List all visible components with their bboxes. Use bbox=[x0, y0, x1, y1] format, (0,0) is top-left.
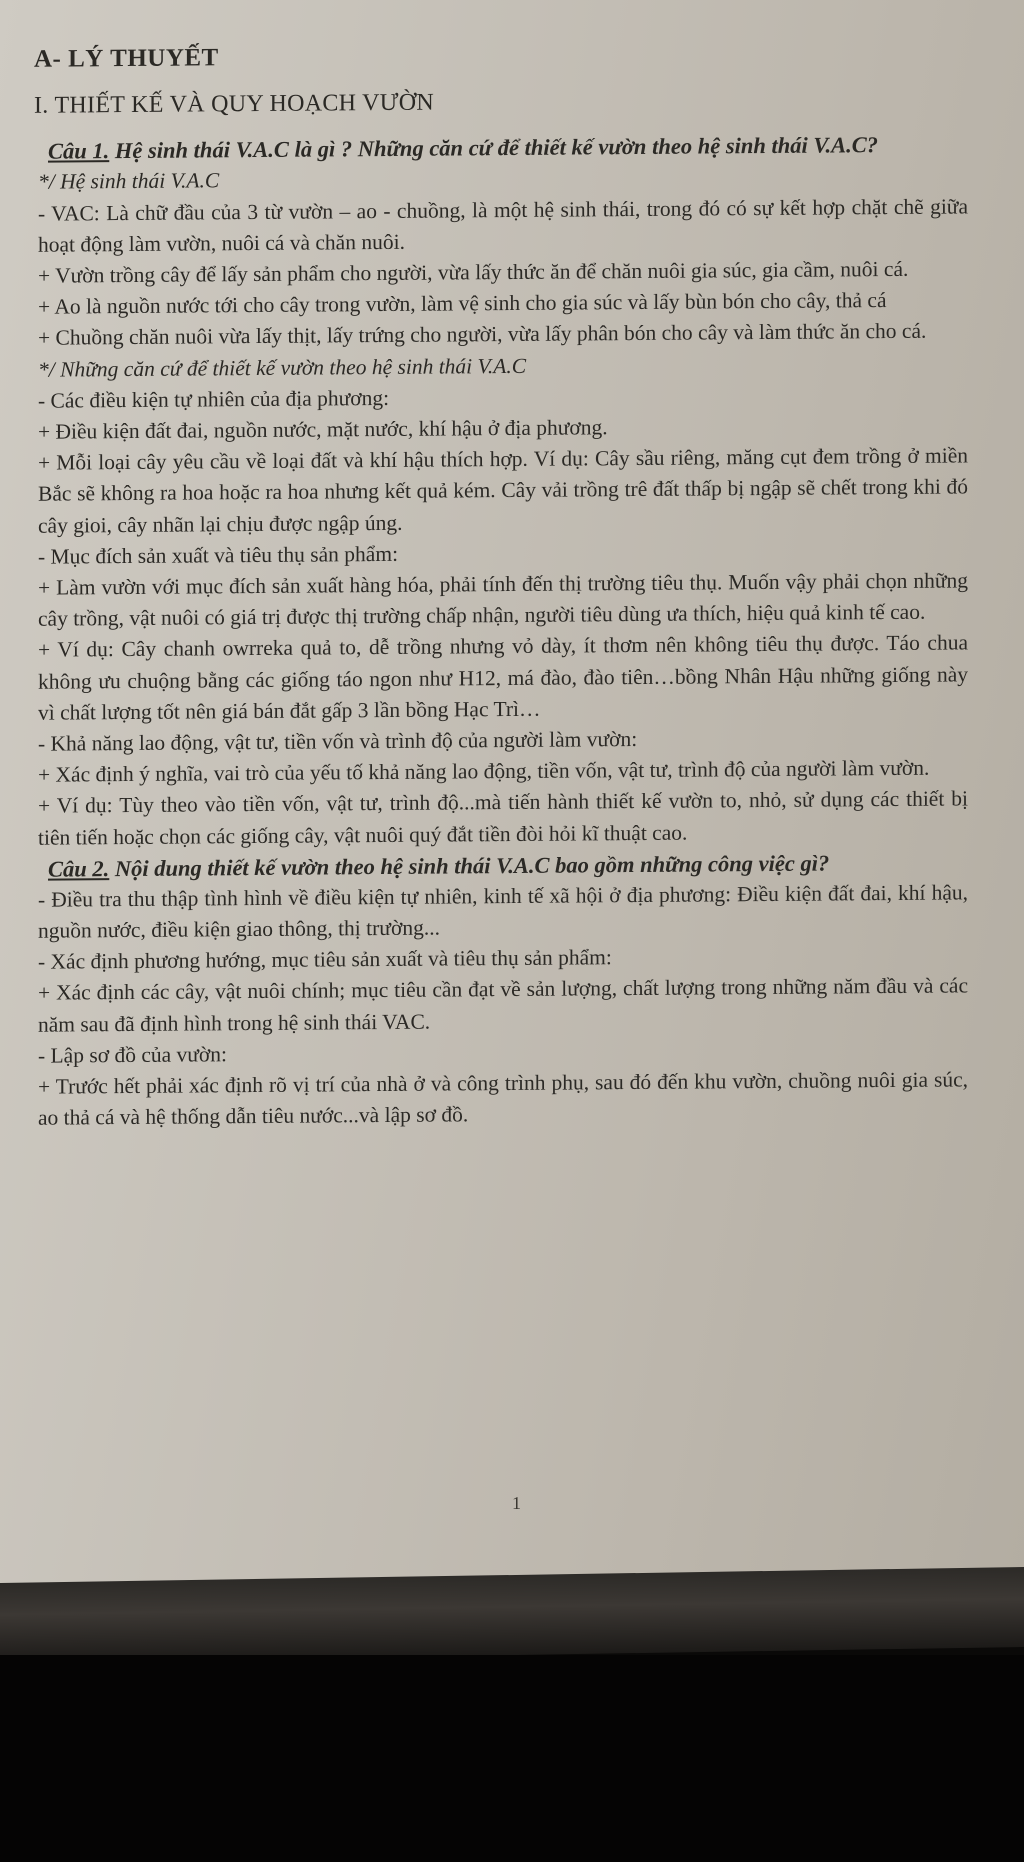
question-1-number: Câu 1. bbox=[48, 138, 110, 165]
subheading-1: */ Hệ sinh thái V.A.C bbox=[38, 168, 220, 195]
paragraph: + Điều kiện đất đai, nguồn nước, mặt nước, khí hậu ở địa phương. bbox=[38, 415, 608, 444]
document-body bbox=[34, 36, 968, 1134]
table-surface bbox=[0, 1567, 1024, 1663]
paragraph: - VAC: Là chữ đầu của 3 từ vườn – ao - chuồng, là một hệ sinh thái, trong đó có sự kết hợp chặt chẽ giữa hoạt động làm vườn, nuôi cá và chăn nuôi. bbox=[38, 194, 968, 257]
paragraph: - Điều tra thu thập tình hình về điều kiện tự nhiên, kinh tế xã hội ở địa phương: Điều kiện đất đai, khí hậu, nguồn nước, điều kiện giao thông, thị trường... bbox=[38, 880, 968, 943]
paragraph: + Ví dụ: Cây chanh owrreka quả to, dễ trồng nhưng vỏ dày, ít thơm nên không tiêu thụ được. Táo chua không ưu chuộng bằng các giống táo ngon như H12, má đào, đào tiên…bồng Nhân Hậu những giống này vì chất lượng tốt nên giá bán đắt gấp 3 lần bồng Hạc Trì… bbox=[38, 630, 968, 725]
question-1-title: Hệ sinh thái V.A.C là gì ? Những căn cứ để thiết kế vườn theo hệ sinh thái V.A.C? bbox=[109, 132, 878, 164]
paragraph: - Mục đích sản xuất và tiêu thụ sản phẩm: bbox=[38, 541, 399, 569]
paragraph: - Các điều kiện tự nhiên của địa phương: bbox=[38, 385, 390, 413]
paragraph: + Vườn trồng cây để lấy sản phẩm cho người, vừa lấy thức ăn để chăn nuôi gia súc, gia cầm, nuôi cá. bbox=[38, 256, 909, 288]
paragraph: + Mỗi loại cây yêu cầu về loại đất và khí hậu thích hợp. Ví dụ: Cây sầu riêng, măng cụt đem trồng ở miền Bắc sẽ không ra hoa hoặc ra hoa nhưng kết quả kém. Cây vải trồng trê đất thấp bị ngập sẽ chết trong khi đó cây gioi, cây nhãn lại chịu được ngập úng. bbox=[38, 443, 968, 538]
paragraph: + Ví dụ: Tùy theo vào tiền vốn, vật tư, trình độ...mà tiến hành thiết kế vườn to, nhỏ, sử dụng các thiết bị tiên tiến hoặc chọn các giống cây, vật nuôi quý đắt tiền đòi hỏi kĩ thuật cao. bbox=[38, 786, 968, 850]
paragraph: + Làm vườn với mục đích sản xuất hàng hóa, phải tính đến thị trường tiêu thụ. Muốn vậy phải chọn những cây trồng, vật nuôi có giá trị được thị trường chấp nhận, người tiêu dùng ưa thích, hiệu quả kinh tế cao. bbox=[38, 568, 968, 631]
paragraph: + Xác định ý nghĩa, vai trò của yếu tố khả năng lao động, tiền vốn, vật tư, trình độ của người làm vườn. bbox=[38, 755, 930, 787]
paragraph: + Xác định các cây, vật nuôi chính; mục tiêu cần đạt về sản lượng, chất lượng trong những năm đầu và các năm sau đã định hình trong hệ sinh thái VAC. bbox=[38, 973, 968, 1037]
paragraph: + Chuồng chăn nuôi vừa lấy thịt, lấy trứng cho người, vừa lấy phân bón cho cây và làm thức ăn cho cá. bbox=[38, 319, 927, 351]
paragraph: + Ao là nguồn nước tới cho cây trong vườn, làm vệ sinh cho gia súc và lấy bùn bón cho cây, thả cá bbox=[38, 288, 887, 319]
section-title: I. THIẾT KẾ VÀ QUY HOẠCH VƯỜN bbox=[34, 89, 434, 119]
paragraph: - Lập sơ đồ của vườn: bbox=[38, 1042, 228, 1068]
heading: A- LÝ THUYẾT bbox=[34, 44, 219, 73]
question-2-number: Câu 2. bbox=[48, 856, 110, 882]
paragraph: + Trước hết phải xác định rõ vị trí của nhà ở và công trình phụ, sau đó đến khu vườn, chuồng nuôi gia súc, ao thả cá và hệ thống dẫn tiêu nước...và lập sơ đồ. bbox=[38, 1067, 968, 1130]
dark-background bbox=[0, 1655, 1024, 1862]
paragraph: - Xác định phương hướng, mục tiêu sản xuất và tiêu thụ sản phẩm: bbox=[38, 945, 612, 974]
paragraph: - Khả năng lao động, vật tư, tiền vốn và trình độ của người làm vườn: bbox=[38, 727, 638, 756]
page-number: 1 bbox=[512, 1492, 521, 1513]
question-2-title: Nội dung thiết kế vườn theo hệ sinh thái V.A.C bao gồm những công việc gì? bbox=[109, 850, 830, 882]
subheading-2: */ Những căn cứ để thiết kế vườn theo hệ sinh thái V.A.C bbox=[38, 353, 527, 382]
